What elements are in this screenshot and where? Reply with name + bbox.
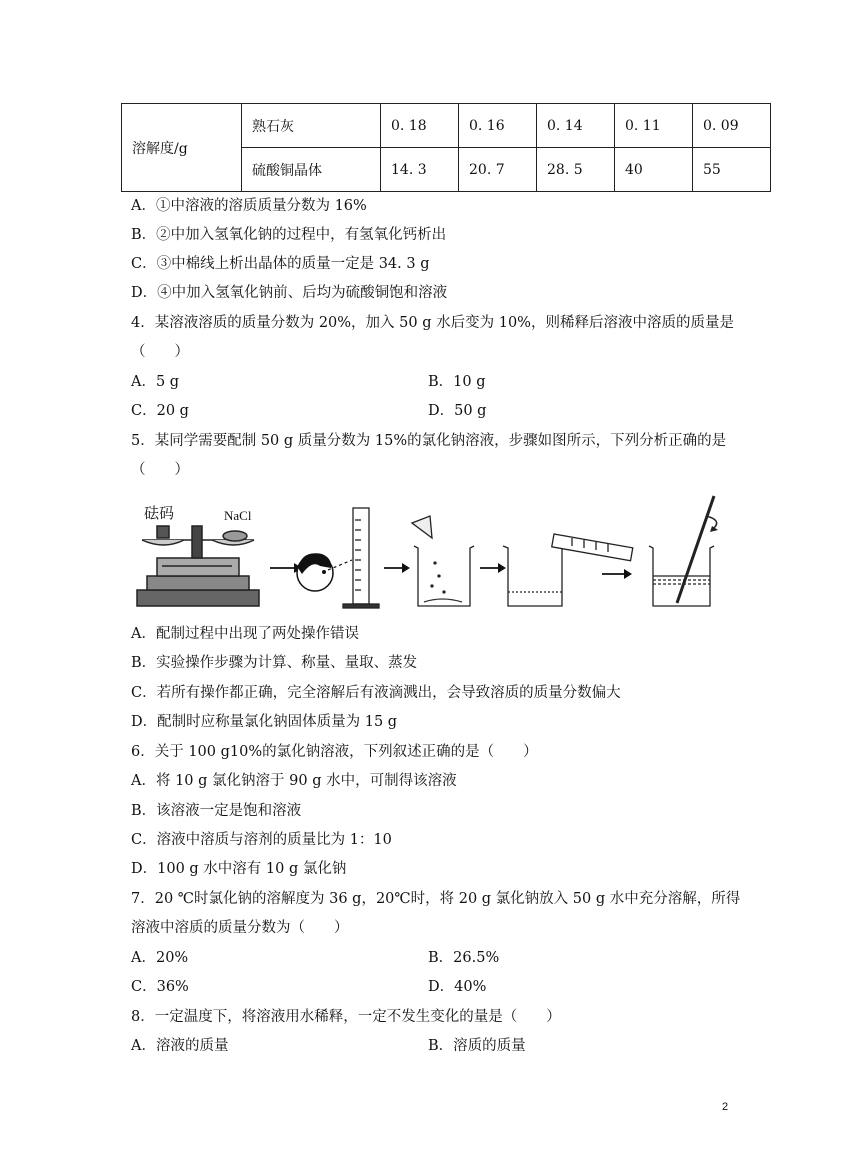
q5-option-b: B．实验操作步骤为计算、称量、量取、蒸发 — [131, 655, 418, 671]
q4-paren: （ ） — [131, 344, 189, 360]
q4-option-b: B．10 g — [428, 374, 486, 390]
q7-option-b: B．26.5% — [428, 950, 500, 966]
arrow-icon — [480, 563, 506, 573]
beaker-with-paper-icon — [412, 516, 474, 606]
q7-stem-line1: 7．20 ℃时氯化钠的溶解度为 36 g，20℃时，将 20 g 氯化钠放入 50 g 水中充分溶解，所得 — [131, 891, 741, 907]
q3-option-d: D．④中加入氢氧化钠前、后均为硫酸铜饱和溶液 — [131, 285, 448, 301]
q5-option-a: A．配制过程中出现了两处操作错误 — [131, 626, 359, 642]
value-cell: 14. 3 — [381, 148, 459, 192]
q8-option-b: B．溶质的质量 — [428, 1038, 526, 1054]
q3-option-a: A．①中溶液的溶质质量分数为 16% — [131, 198, 367, 214]
q6-option-b: B．该溶液一定是饱和溶液 — [131, 803, 302, 819]
page-number: 2 — [722, 1101, 729, 1113]
value-cell: 40 — [615, 148, 693, 192]
arrow-icon — [384, 563, 410, 573]
glass-rod-stirring-icon — [649, 496, 718, 606]
q8-stem: 8．一定温度下，将溶液用水稀释，一定不发生变化的量是（ ） — [131, 1009, 561, 1025]
q6-stem: 6．关于 100 g10%的氯化钠溶液，下列叙述正确的是（ ） — [131, 744, 538, 760]
q4-option-d: D．50 g — [428, 403, 487, 419]
q6-option-c: C．溶液中溶质与溶剂的质量比为 1：10 — [131, 832, 392, 848]
q7-option-c: C．36% — [131, 979, 189, 995]
value-cell: 0. 16 — [459, 104, 537, 148]
q7-option-a: A．20% — [131, 950, 189, 966]
weights-label: 砝码 — [144, 504, 175, 522]
value-cell: 28. 5 — [537, 148, 615, 192]
row-header-cell: 溶解度/g — [122, 104, 242, 192]
substance-cell: 熟石灰 — [242, 104, 381, 148]
solution-preparation-figure — [132, 488, 732, 613]
table-row — [122, 104, 771, 148]
arrow-icon — [602, 569, 632, 579]
value-cell: 0. 18 — [381, 104, 459, 148]
value-cell: 0. 09 — [693, 104, 771, 148]
q3-option-c: C．③中棉线上析出晶体的质量一定是 34. 3 g — [131, 256, 430, 272]
graduated-cylinder-icon — [343, 508, 379, 608]
q7-option-d: D．40% — [428, 979, 487, 995]
q8-option-a: A．溶液的质量 — [131, 1038, 229, 1054]
q5-paren: （ ） — [131, 462, 189, 478]
q4-stem: 4．某溶液溶质的质量分数为 20%，加入 50 g 水后变为 10%，则稀释后溶液中溶质的质量是 — [131, 315, 734, 331]
q5-stem: 5．某同学需要配制 50 g 质量分数为 15%的氯化钠溶液，步骤如图所示，下列分析正确的是 — [131, 433, 727, 449]
pouring-water-icon — [503, 534, 633, 606]
q6-option-a: A．将 10 g 氯化钠溶于 90 g 水中，可制得该溶液 — [131, 773, 457, 789]
value-cell: 20. 7 — [459, 148, 537, 192]
value-cell: 0. 14 — [537, 104, 615, 148]
q5-option-d: D．配制时应称量氯化钠固体质量为 15 g — [131, 714, 398, 730]
student-head-icon — [297, 553, 352, 591]
q7-stem-line2: 溶液中溶质的质量分数为（ ） — [131, 920, 349, 936]
value-cell: 55 — [693, 148, 771, 192]
q5-option-c: C．若所有操作都正确，完全溶解后有液滴溅出，会导致溶质的质量分数偏大 — [131, 685, 621, 701]
q4-option-a: A．5 g — [131, 374, 180, 390]
q4-option-c: C．20 g — [131, 403, 189, 419]
balance-icon — [137, 504, 259, 606]
substance-cell: 硫酸铜晶体 — [242, 148, 381, 192]
value-cell: 0. 11 — [615, 104, 693, 148]
nacl-label: NaCl — [224, 508, 252, 523]
q3-option-b: B．②中加入氢氧化钠的过程中，有氢氧化钙析出 — [131, 227, 447, 243]
solubility-table — [121, 103, 771, 192]
q6-option-d: D．100 g 水中溶有 10 g 氯化钠 — [131, 861, 347, 877]
